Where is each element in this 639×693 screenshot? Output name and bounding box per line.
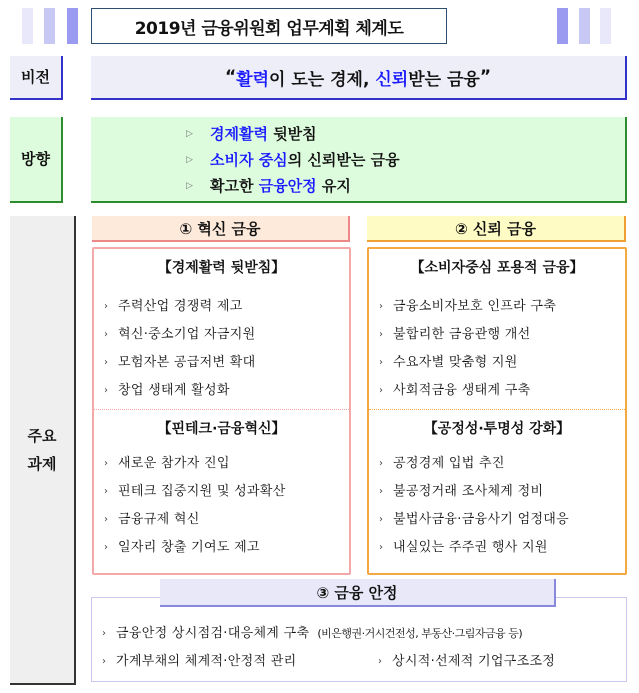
list-item: [104, 506, 349, 534]
financial-stability-panel: [91, 597, 627, 682]
decor-bar-left-1: [22, 8, 33, 44]
diagram-title: 2019년 금융위원회 업무계획 체계도: [91, 8, 447, 44]
decor-bar-right-1: [557, 8, 568, 44]
list-item-text: 불공정거래 조사체계 정비: [393, 484, 544, 499]
list-item-text: 수요자별 맞춤형 지원: [393, 355, 518, 370]
triangle-bullet-icon: ▷: [186, 129, 193, 139]
list-item-text: 사회적금융 생태계 구축: [393, 383, 531, 398]
tasks-label: [10, 216, 76, 685]
chevron-right-icon: ›: [379, 486, 384, 497]
direction-item: [186, 121, 625, 147]
list-item-text: 공정경제 입법 추진: [393, 456, 505, 471]
trust-finance-panel: [367, 247, 627, 575]
direction-prefix: 확고한: [210, 177, 259, 195]
list-item-text: 모험자본 공급저변 확대: [118, 355, 256, 370]
list-item-text: 창업 생태계 활성화: [118, 383, 230, 398]
decor-bar-right-2: [579, 8, 590, 44]
dotted-divider: [94, 409, 349, 410]
chevron-right-icon: ›: [102, 628, 107, 639]
direction-item: [186, 173, 625, 199]
list-item: [379, 321, 625, 349]
vision-statement: [91, 56, 627, 100]
vision-text-2: 받는 금융: [408, 69, 480, 90]
chevron-right-icon: ›: [104, 514, 109, 525]
group-list: [94, 293, 349, 405]
chevron-right-icon: ›: [379, 357, 384, 368]
group-title: 【소비자중심 포용적 금융】: [410, 260, 584, 276]
direction-label: 방향: [10, 117, 63, 203]
list-item-note: (비은행권·거시건전성, 부동산·그림자금융 등): [317, 627, 523, 640]
chevron-right-icon: ›: [104, 357, 109, 368]
direction-text: 뒷받침: [267, 125, 317, 143]
group-list: [369, 450, 625, 562]
group-title: 【경제활력 뒷받침】: [157, 260, 286, 276]
list-item: [379, 534, 625, 562]
financial-stability-header: ③ 금융 안정: [160, 579, 556, 607]
list-item-row: [102, 648, 626, 676]
list-item-text: 새로운 참가자 진입: [118, 456, 230, 471]
list-item: [104, 450, 349, 478]
list-item: [104, 534, 349, 562]
chevron-right-icon: ›: [379, 542, 384, 553]
decor-bar-left-3: [67, 8, 78, 44]
tasks-label-line2: 과제: [27, 454, 57, 473]
group-list: [94, 450, 349, 562]
list-item-text: 불합리한 금융관행 개선: [393, 327, 531, 342]
list-item: [104, 321, 349, 349]
list-item: [379, 377, 625, 405]
list-item-text: 주력산업 경쟁력 제고: [118, 299, 243, 314]
list-item-text: 혁신·중소기업 자금지원: [118, 327, 256, 342]
list-item-text: 금융소비자보호 인프라 구축: [393, 299, 557, 314]
chevron-right-icon: ›: [104, 486, 109, 497]
list-item: [102, 620, 626, 648]
list-item: [379, 478, 625, 506]
list-item-text: 핀테크 집중지원 및 성과확산: [118, 484, 286, 499]
list-item: [104, 349, 349, 377]
list-item-text: 상시적·선제적 기업구조조정: [392, 654, 556, 669]
chevron-right-icon: ›: [104, 329, 109, 340]
chevron-right-icon: ›: [379, 458, 384, 469]
list-item: [379, 293, 625, 321]
list-item: [104, 377, 349, 405]
triangle-bullet-icon: ▷: [186, 181, 193, 191]
decor-bar-left-2: [44, 8, 55, 44]
dotted-divider: [369, 409, 625, 410]
vision-text-1: 이 도는 경제,: [269, 69, 376, 90]
quote-close: ”: [479, 67, 492, 87]
chevron-right-icon: ›: [379, 301, 384, 312]
triangle-bullet-icon: ▷: [186, 155, 193, 165]
list-item: [379, 506, 625, 534]
group-title: 【핀테크·금융혁신】: [157, 421, 286, 437]
direction-highlight: 경제활력: [210, 125, 268, 143]
direction-highlight: 금융안정: [258, 177, 317, 195]
innovation-finance-header: ① 혁신 금융: [92, 216, 350, 242]
vision-label: 비전: [10, 56, 63, 100]
list-item-text: 일자리 창출 기여도 제고: [118, 540, 260, 555]
chevron-right-icon: ›: [104, 542, 109, 553]
list-item: [379, 349, 625, 377]
direction-text: 의 신뢰받는 금융: [287, 151, 400, 169]
vision-highlight-2: 신뢰: [375, 69, 409, 90]
quote-open: “: [224, 67, 237, 87]
list-item: [104, 478, 349, 506]
list-item-text: 불법사금융·금융사기 엄정대응: [393, 512, 570, 527]
trust-finance-header: ② 신뢰 금융: [367, 216, 626, 242]
list-item-text: 금융규제 혁신: [118, 512, 200, 527]
tasks-label-line1: 주요: [27, 426, 57, 445]
direction-text: 유지: [316, 177, 351, 195]
chevron-right-icon: ›: [104, 458, 109, 469]
chevron-right-icon: ›: [379, 329, 384, 340]
direction-item: [186, 147, 625, 173]
list-item: [104, 293, 349, 321]
vision-highlight-1: 활력: [236, 69, 270, 90]
innovation-finance-panel: [92, 247, 351, 575]
list-item-text: 금융안정 상시점검·대응체계 구축: [116, 626, 310, 641]
chevron-right-icon: ›: [104, 301, 109, 312]
list-item: [379, 450, 625, 478]
chevron-right-icon: ›: [102, 656, 107, 667]
list-item-text: 가계부채의 체계적·안정적 관리: [116, 654, 297, 669]
chevron-right-icon: ›: [378, 656, 383, 667]
chevron-right-icon: ›: [379, 385, 384, 396]
decor-bar-right-3: [600, 8, 611, 44]
chevron-right-icon: ›: [104, 385, 109, 396]
direction-highlight: 소비자 중심: [210, 151, 288, 169]
group-list: [369, 293, 625, 405]
list-item-text: 내실있는 주주권 행사 지원: [393, 540, 548, 555]
direction-box: [91, 117, 627, 203]
chevron-right-icon: ›: [379, 514, 384, 525]
group-title: 【공정성·투명성 강화】: [423, 421, 571, 437]
